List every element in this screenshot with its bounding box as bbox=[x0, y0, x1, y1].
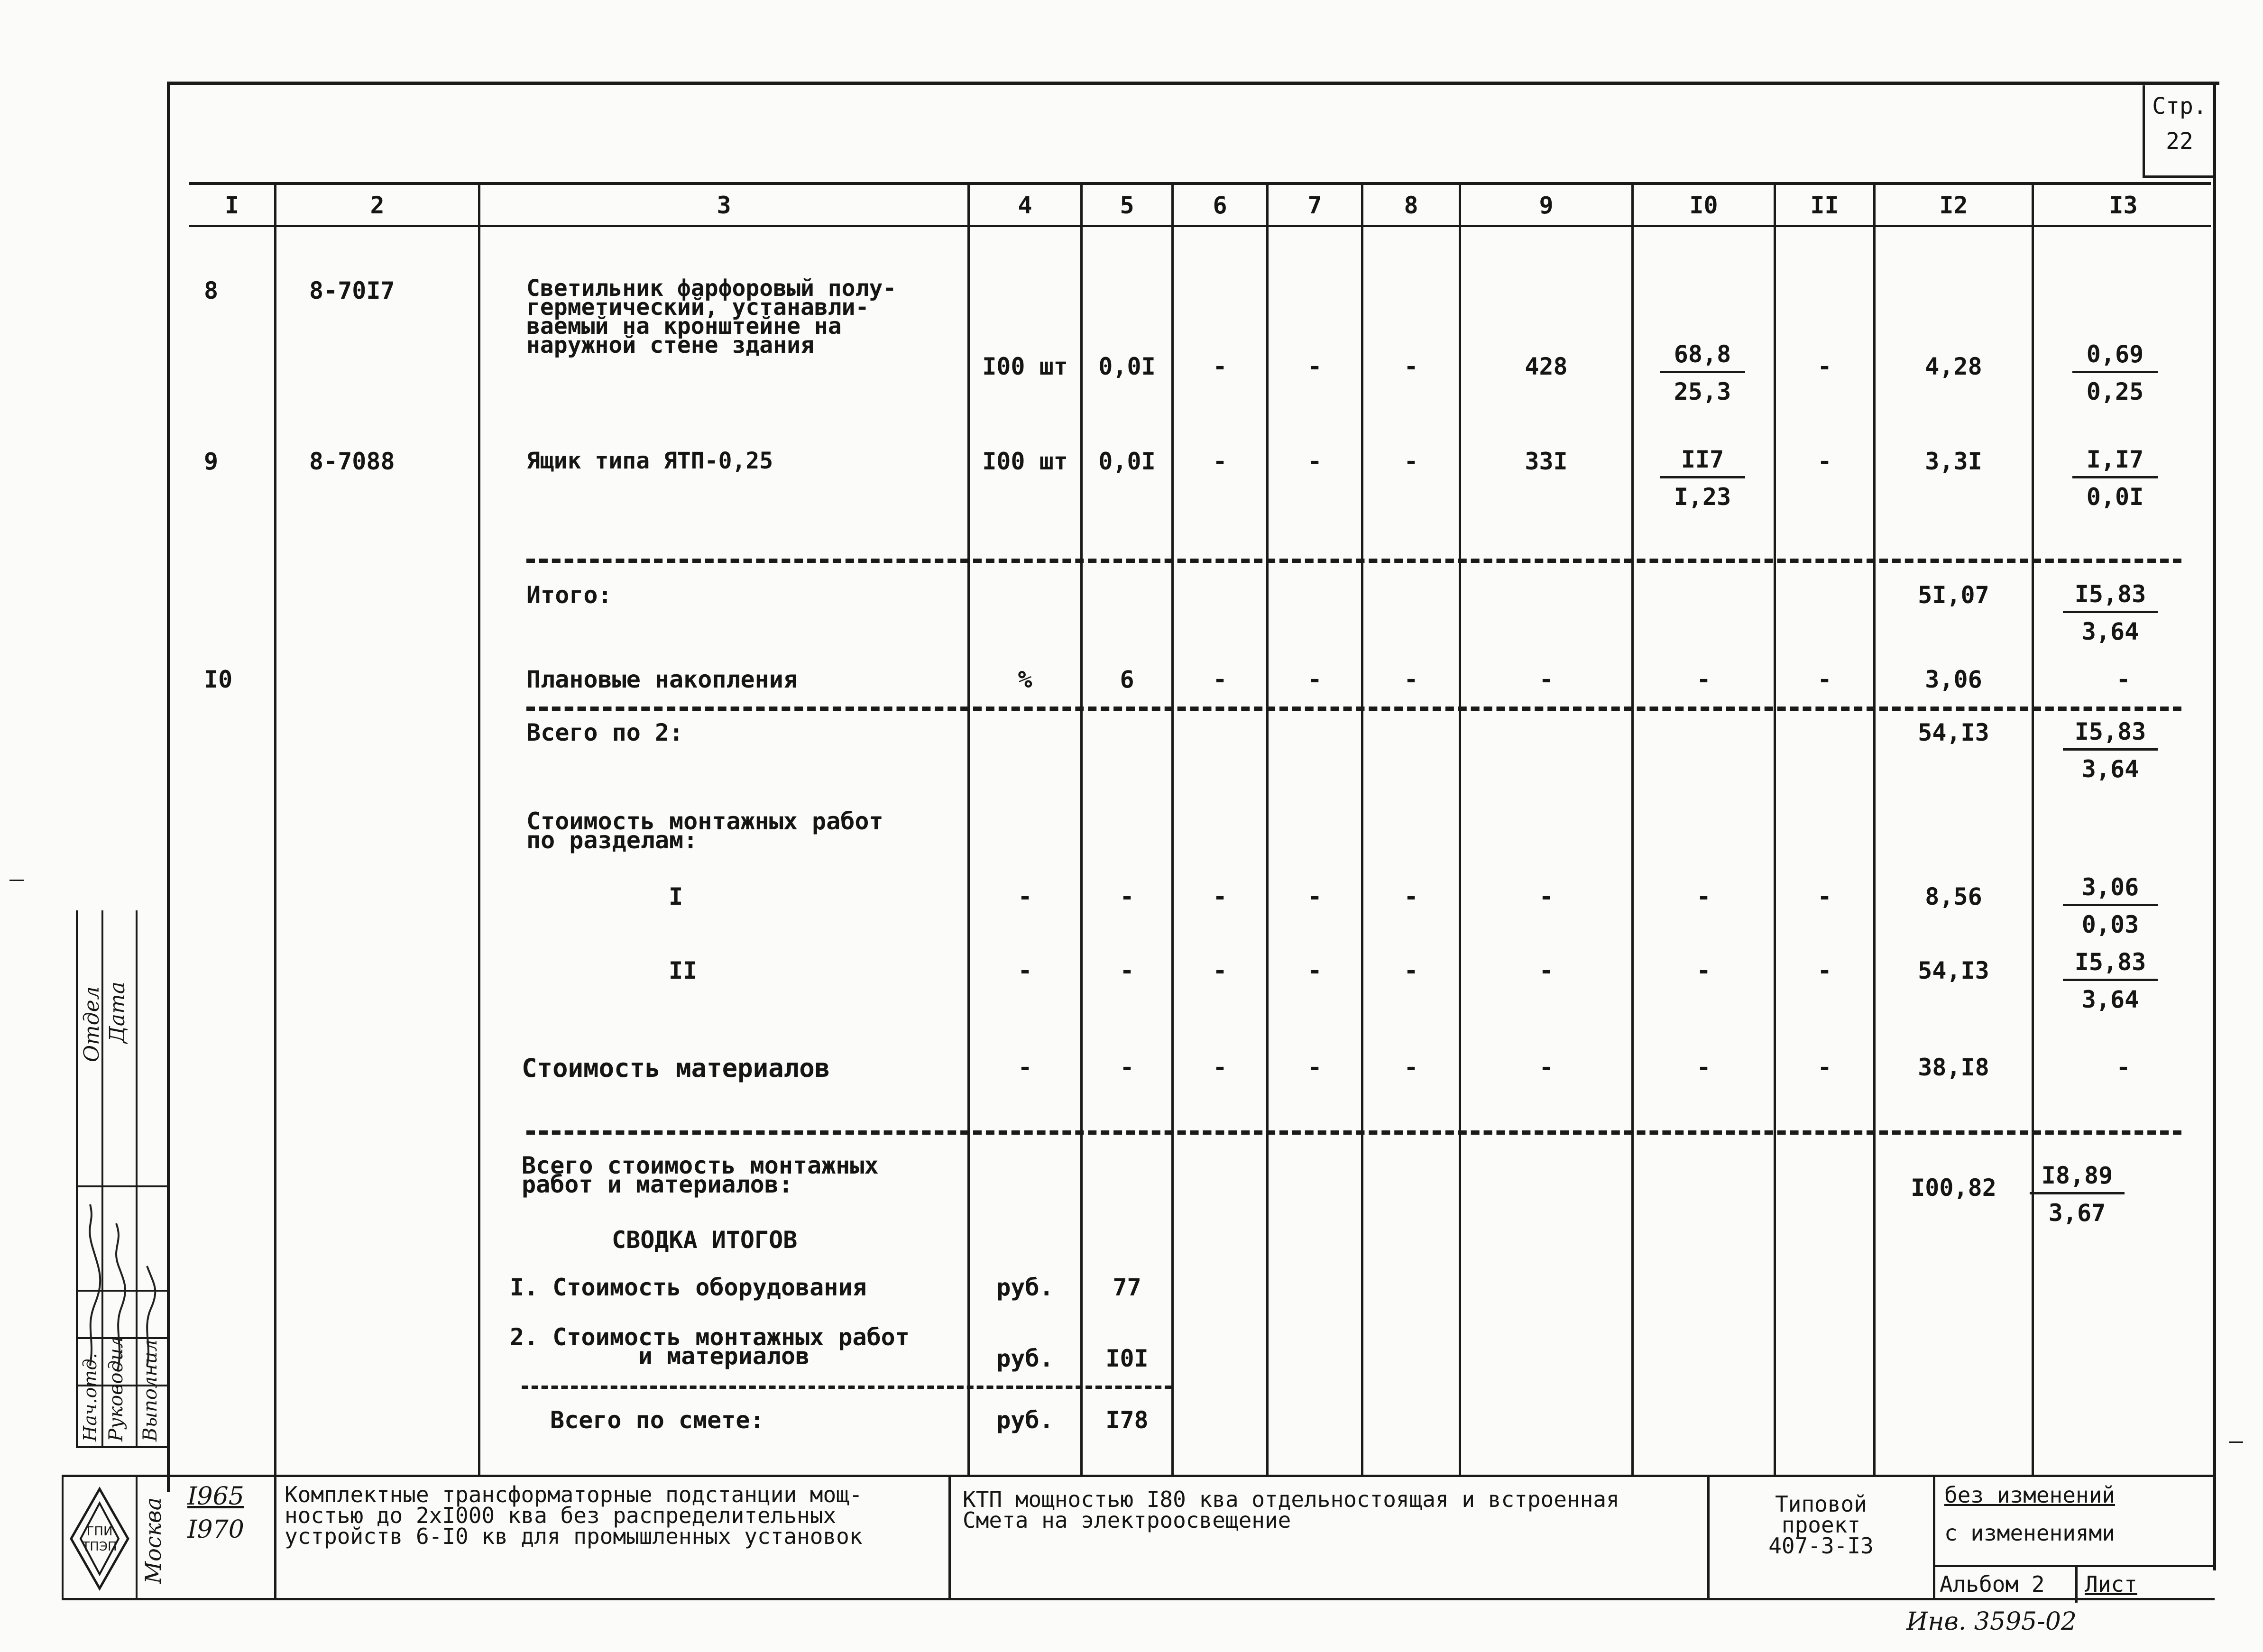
page-box-bottom bbox=[2143, 175, 2214, 178]
summary-item2-label: 2. Стоимость монтажных работ и материалов bbox=[510, 1323, 910, 1370]
materials-dash: - bbox=[1018, 1054, 1032, 1081]
summary-total-label: Всего по смете: bbox=[550, 1406, 764, 1434]
itogo-c12: 5I,07 bbox=[1918, 581, 1989, 609]
montazh-sec2-dash: - bbox=[1307, 957, 1322, 984]
montazh-sec2-dash: - bbox=[1018, 957, 1032, 984]
materials-label: Стоимость материалов bbox=[522, 1053, 830, 1083]
row-c10-top: 68,8 bbox=[1660, 340, 1745, 373]
materials-dash: - bbox=[1404, 1054, 1418, 1081]
row-unit: I00 шт bbox=[982, 353, 1068, 380]
materials-dash: - bbox=[1120, 1054, 1134, 1081]
montazh-sec1-dash: - bbox=[1120, 883, 1134, 910]
plan-row-number: I0 bbox=[204, 666, 233, 693]
row-c6: - bbox=[1213, 353, 1227, 380]
row-c9: 33I bbox=[1525, 448, 1568, 475]
row-c13-bottom: 0,25 bbox=[2086, 378, 2144, 405]
montazh-sec2-dash: - bbox=[1404, 957, 1418, 984]
montazh-sec2-c13-top: I5,83 bbox=[2063, 948, 2158, 981]
stamp-description: Комплектные трансформаторные подстанции мощ- ностью до 2хI000 ква без распределительных устройств 6-I0 кв для промышленных установок bbox=[285, 1482, 863, 1549]
montazh-sec1-dash: - bbox=[1307, 883, 1322, 910]
itogo-label: Итого: bbox=[526, 581, 612, 609]
col-header-13: I3 bbox=[2109, 192, 2138, 219]
row-c7: - bbox=[1307, 353, 1322, 380]
materials-c13: - bbox=[2116, 1054, 2131, 1081]
side-nach-label: Нач.отд. bbox=[80, 1353, 101, 1441]
row-c6: - bbox=[1213, 448, 1227, 475]
col-header-5: 5 bbox=[1120, 192, 1134, 219]
row-number: 8 bbox=[204, 277, 219, 304]
plan-dash: - bbox=[1307, 666, 1322, 693]
row-c10-bottom: I,23 bbox=[1674, 483, 1731, 511]
page-label: Стр. bbox=[2152, 93, 2207, 119]
summary-title: СВОДКА ИТОГОВ bbox=[612, 1226, 798, 1254]
stamp-divider bbox=[1933, 1475, 1935, 1600]
logo-box-line bbox=[62, 1475, 64, 1600]
row-number: 9 bbox=[204, 448, 219, 475]
row-code: 8-70I7 bbox=[309, 277, 395, 304]
col-header-3: 3 bbox=[717, 192, 731, 219]
row-c7: - bbox=[1307, 448, 1322, 475]
vsego2-c13-fraction bbox=[2063, 718, 2158, 783]
left-border bbox=[167, 82, 170, 1492]
page-number: 22 bbox=[2166, 128, 2193, 155]
side-vyp-label: Выполнил bbox=[139, 1340, 161, 1441]
dashed-separator bbox=[522, 1386, 1171, 1389]
col-header-11: II bbox=[1810, 192, 1839, 219]
col-header-7: 7 bbox=[1307, 192, 1322, 219]
row-qty: 0,0I bbox=[1098, 448, 1156, 475]
montazh-sec1-c13-top: 3,06 bbox=[2063, 873, 2158, 906]
signature-marks bbox=[81, 1185, 166, 1385]
inventory-number: Инв. 3595-02 bbox=[1906, 1607, 2077, 1636]
dashed-separator bbox=[526, 1130, 2181, 1135]
total-mat-c13-top: I8,89 bbox=[2030, 1162, 2125, 1194]
stamp-divider bbox=[2075, 1565, 2078, 1603]
top-border bbox=[168, 82, 2219, 85]
stamp-year-bottom: I970 bbox=[187, 1515, 244, 1544]
svg-text:ГПИ: ГПИ bbox=[86, 1524, 113, 1539]
side-otdel-label: Отдел bbox=[80, 986, 104, 1062]
row-c10-fraction bbox=[1660, 340, 1745, 405]
montazh-sec1-c13-fraction bbox=[2063, 873, 2158, 938]
right-border bbox=[2213, 82, 2216, 1570]
montazh-sec1-c12: 8,56 bbox=[1925, 883, 1982, 910]
col-header-4: 4 bbox=[1018, 192, 1032, 219]
stamp-sheet: Лист bbox=[2085, 1571, 2137, 1597]
plan-dash: - bbox=[1817, 666, 1832, 693]
stamp-with-change: с изменениями bbox=[1944, 1520, 2116, 1546]
page-box-left bbox=[2143, 85, 2145, 177]
plan-label: Плановые накопления bbox=[526, 666, 798, 693]
materials-dash: - bbox=[1213, 1054, 1227, 1081]
col-header-8: 8 bbox=[1404, 192, 1418, 219]
vsego2-c13-bottom: 3,64 bbox=[2081, 755, 2139, 783]
montazh-sec2-c13-fraction bbox=[2063, 948, 2158, 1013]
total-mat-c13-bottom: 3,67 bbox=[2048, 1199, 2106, 1227]
materials-dash: - bbox=[1696, 1054, 1711, 1081]
edge-mark bbox=[2229, 1441, 2243, 1443]
col-line-1 bbox=[274, 182, 276, 1477]
plan-dash: - bbox=[1539, 666, 1554, 693]
montazh-sec2-dash: - bbox=[1120, 957, 1134, 984]
row-c11: - bbox=[1817, 448, 1832, 475]
side-ruk-label: Руководил bbox=[105, 1336, 127, 1441]
row-unit: I00 шт bbox=[982, 448, 1068, 475]
institute-logo bbox=[66, 1484, 133, 1593]
col-header-10: I0 bbox=[1689, 192, 1718, 219]
row-c12: 4,28 bbox=[1925, 353, 1982, 380]
stamp-year-top: I965 bbox=[187, 1482, 244, 1511]
stamp-project: Типовой проект 407-3-I3 bbox=[1768, 1491, 1874, 1559]
row-c13-fraction bbox=[2072, 340, 2158, 405]
col-header-1: I bbox=[224, 192, 239, 219]
summary-item1-label: I. Стоимость оборудования bbox=[510, 1274, 867, 1301]
plan-c12: 3,06 bbox=[1925, 666, 1982, 693]
stamp-title: КТП мощностью I80 ква отдельностоящая и встроенная Смета на электроосвещение bbox=[963, 1487, 1619, 1533]
col-line-9 bbox=[1631, 182, 1634, 1477]
side-column-line-a bbox=[76, 910, 78, 1446]
row-c10-fraction bbox=[1660, 446, 1745, 511]
row-c11: - bbox=[1817, 353, 1832, 380]
row-name: Светильник фарфоровый полу- герметический, устанавли- ваемый на кронштейне на наружной стене здания bbox=[526, 275, 897, 358]
row-c8: - bbox=[1404, 353, 1418, 380]
vsego2-c13-top: I5,83 bbox=[2063, 718, 2158, 751]
stamp-inner-line bbox=[1933, 1565, 2213, 1567]
side-data-label: Дата bbox=[105, 982, 129, 1043]
summary-item1-unit: руб. bbox=[996, 1274, 1054, 1301]
montazh-sec2-c12: 54,I3 bbox=[1918, 957, 1989, 984]
col-header-12: I2 bbox=[1939, 192, 1968, 219]
montazh-sec1-dash: - bbox=[1539, 883, 1554, 910]
row-code: 8-7088 bbox=[309, 448, 395, 475]
montazh-sec2-c13-bottom: 3,64 bbox=[2081, 986, 2139, 1013]
materials-dash: - bbox=[1307, 1054, 1322, 1081]
itogo-c13-fraction bbox=[2063, 580, 2158, 645]
stamp-divider bbox=[274, 1475, 276, 1600]
col-line-2 bbox=[478, 182, 480, 1477]
col-header-9: 9 bbox=[1539, 192, 1554, 219]
stamp-bottom-line bbox=[62, 1598, 972, 1600]
total-mat-label: Всего стоимость монтажных работ и материалов: bbox=[522, 1152, 879, 1198]
header-top-line bbox=[189, 182, 2211, 185]
plan-dash: - bbox=[1213, 666, 1227, 693]
montazh-sec1-dash: - bbox=[1213, 883, 1227, 910]
summary-item1-value: 77 bbox=[1113, 1274, 1141, 1301]
stamp-top-line bbox=[62, 1475, 2215, 1477]
vsego2-c12: 54,I3 bbox=[1918, 719, 1989, 746]
montazh-sec1-c13-bottom: 0,03 bbox=[2081, 911, 2139, 938]
row-c13-fraction bbox=[2072, 446, 2158, 511]
stamp-city: Москва bbox=[140, 1497, 166, 1584]
col-line-12 bbox=[2032, 182, 2034, 1477]
logo-box-line bbox=[136, 1475, 138, 1600]
dashed-separator bbox=[526, 559, 2181, 563]
row-c13-top: 0,69 bbox=[2072, 340, 2158, 373]
montazh-sec2-dash: - bbox=[1696, 957, 1711, 984]
montazh-sec2-dash: - bbox=[1817, 957, 1832, 984]
montazh-sec1-label: I bbox=[669, 883, 683, 910]
row-c13-bottom: 0,0I bbox=[2086, 483, 2144, 511]
itogo-c13-top: I5,83 bbox=[2063, 580, 2158, 613]
plan-c13: - bbox=[2116, 666, 2131, 693]
edge-mark bbox=[9, 880, 24, 881]
montazh-sec1-dash: - bbox=[1018, 883, 1032, 910]
montazh-sec1-dash: - bbox=[1696, 883, 1711, 910]
montazh-sec1-dash: - bbox=[1817, 883, 1832, 910]
total-mat-c13-fraction bbox=[2030, 1162, 2125, 1227]
header-bottom-line bbox=[189, 225, 2211, 227]
stamp-divider bbox=[948, 1475, 951, 1600]
row-c8: - bbox=[1404, 448, 1418, 475]
materials-dash: - bbox=[1539, 1054, 1554, 1081]
summary-total-value: I78 bbox=[1105, 1406, 1149, 1434]
montazh-sec2-label: II bbox=[669, 957, 698, 984]
side-row-line bbox=[76, 1446, 169, 1448]
row-name: Ящик типа ЯТП-0,25 bbox=[526, 448, 773, 474]
summary-item2-value: I0I bbox=[1105, 1345, 1149, 1372]
svg-text:ТПЭП: ТПЭП bbox=[82, 1540, 117, 1554]
row-c9: 428 bbox=[1525, 353, 1568, 380]
total-mat-c12: I00,82 bbox=[1911, 1174, 1996, 1202]
dashed-separator bbox=[526, 707, 2181, 711]
row-c12: 3,3I bbox=[1925, 448, 1982, 475]
montazh-sec1-dash: - bbox=[1404, 883, 1418, 910]
row-c10-bottom: 25,3 bbox=[1674, 378, 1731, 405]
col-header-6: 6 bbox=[1213, 192, 1227, 219]
materials-dash: - bbox=[1817, 1054, 1832, 1081]
summary-item2-unit: руб. bbox=[996, 1345, 1054, 1372]
montazh-label: Стоимость монтажных работ по разделам: bbox=[526, 808, 883, 854]
montazh-sec2-dash: - bbox=[1539, 957, 1554, 984]
materials-c12: 38,I8 bbox=[1918, 1054, 1989, 1081]
plan-qty: 6 bbox=[1120, 666, 1134, 693]
montazh-sec2-dash: - bbox=[1213, 957, 1227, 984]
plan-dash: - bbox=[1696, 666, 1711, 693]
itogo-c13-bottom: 3,64 bbox=[2081, 618, 2139, 645]
row-c10-top: II7 bbox=[1660, 446, 1745, 478]
plan-dash: - bbox=[1404, 666, 1418, 693]
col-header-2: 2 bbox=[370, 192, 385, 219]
stamp-inner-line bbox=[948, 1598, 2215, 1600]
stamp-no-change: без изменений bbox=[1944, 1482, 2116, 1508]
vsego2-label: Всего по 2: bbox=[526, 719, 684, 746]
stamp-album: Альбом 2 bbox=[1940, 1571, 2045, 1597]
plan-unit: % bbox=[1018, 666, 1032, 693]
row-c13-top: I,I7 bbox=[2072, 446, 2158, 478]
row-qty: 0,0I bbox=[1098, 353, 1156, 380]
summary-total-unit: руб. bbox=[996, 1406, 1054, 1434]
